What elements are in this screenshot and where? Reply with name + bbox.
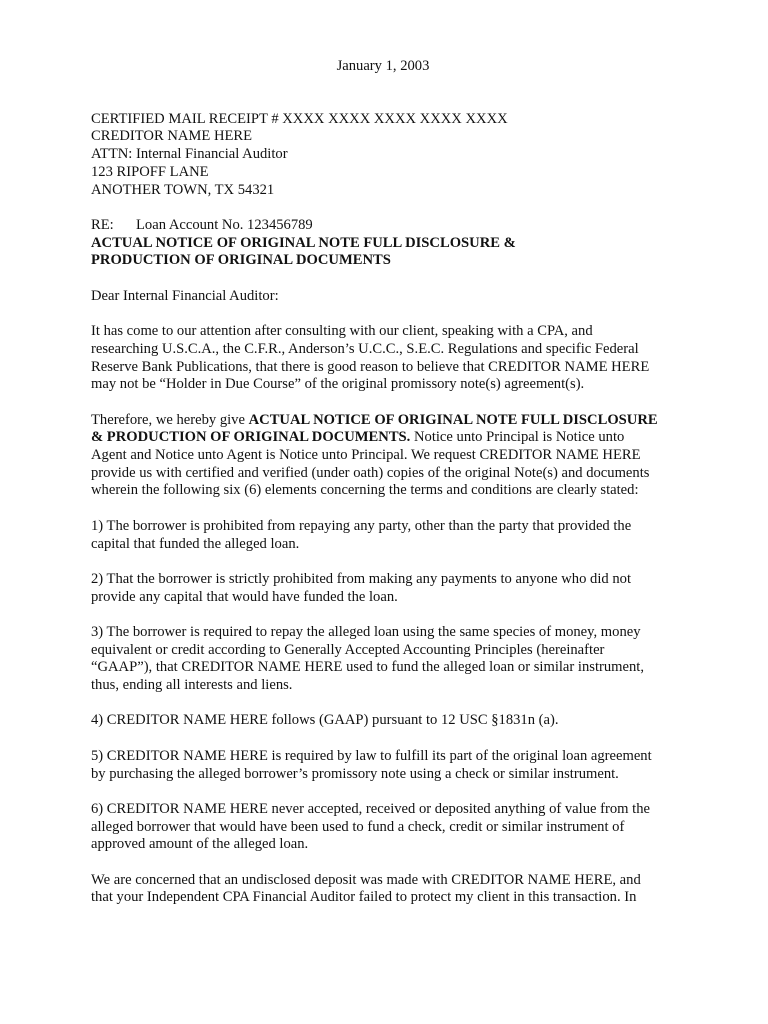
spacer	[91, 500, 691, 518]
text-line: 2) That the borrower is strictly prohibited from making any payments to anyone who did not	[91, 570, 631, 587]
loan-account: Loan Account No. 123456789	[136, 216, 313, 233]
numbered-item-3	[91, 624, 691, 695]
letter-page	[91, 58, 691, 907]
spacer	[91, 199, 691, 217]
text-plain: Therefore, we hereby give	[91, 411, 249, 428]
text-line: alleged borrower that would have been used to fund a check, credit or similar instrument of	[91, 818, 625, 835]
text-line: wherein the following six (6) elements concerning the terms and conditions are clearly stated:	[91, 482, 639, 499]
address-line: CERTIFIED MAIL RECEIPT # XXXX XXXX XXXX XXXX XXXX	[91, 110, 508, 127]
numbered-item-2	[91, 571, 691, 606]
address-line: 123 RIPOFF LANE	[91, 163, 209, 180]
text-plain: Notice unto Principal is Notice unto	[410, 429, 625, 446]
spacer	[91, 76, 691, 111]
text-line: thus, ending all interests and liens.	[91, 677, 293, 694]
text-line: by purchasing the alleged borrower’s promissory note using a check or similar instrument.	[91, 765, 619, 782]
text-line: It has come to our attention after consulting with our client, speaking with a CPA, and	[91, 323, 593, 340]
spacer	[91, 305, 691, 323]
numbered-item-1	[91, 518, 691, 553]
text-line	[91, 429, 691, 447]
text-line: 3) The borrower is required to repay the alleged loan using the same species of money, money	[91, 623, 641, 640]
subject-line: PRODUCTION OF ORIGINAL DOCUMENTS	[91, 252, 391, 269]
spacer	[91, 695, 691, 713]
spacer	[91, 394, 691, 412]
text-line: equivalent or credit according to Generally Accepted Accounting Principles (hereinafter	[91, 641, 605, 658]
text-bold: ACTUAL NOTICE OF ORIGINAL NOTE FULL DISCLOSURE	[248, 411, 658, 428]
text-line: Reserve Bank Publications, that there is good reason to believe that CREDITOR NAME HERE	[91, 358, 650, 375]
text-line: capital that funded the alleged loan.	[91, 535, 300, 552]
paragraph-intro	[91, 323, 691, 394]
subject-line: ACTUAL NOTICE OF ORIGINAL NOTE FULL DISCLOSURE &	[91, 234, 516, 251]
salutation: Dear Internal Financial Auditor:	[91, 287, 279, 304]
spacer	[91, 783, 691, 801]
text-line: provide any capital that would have funded the loan.	[91, 588, 398, 605]
address-line: ATTN: Internal Financial Auditor	[91, 146, 288, 163]
text-line: Agent and Notice unto Agent is Notice unto Principal. We request CREDITOR NAME HERE	[91, 447, 641, 463]
re-line	[91, 217, 691, 235]
text-line: 1) The borrower is prohibited from repaying any party, other than the party that provided the	[91, 517, 632, 534]
paragraph-closing	[91, 872, 691, 907]
spacer	[91, 854, 691, 872]
spacer	[91, 730, 691, 748]
spacer	[91, 553, 691, 571]
text-line: 4) CREDITOR NAME HERE follows (GAAP) pursuant to 12 USC §1831n (a).	[91, 712, 559, 729]
re-label: RE:	[91, 216, 114, 233]
text-line: approved amount of the alleged loan.	[91, 836, 309, 853]
paragraph-notice	[91, 412, 691, 501]
text-line	[91, 412, 691, 430]
text-line: 5) CREDITOR NAME HERE is required by law to fulfill its part of the original loan agreement	[91, 747, 652, 764]
address-line: ANOTHER TOWN, TX 54321	[91, 181, 275, 198]
re-block	[91, 217, 691, 270]
text-line: may not be “Holder in Due Course” of the original promissory note(s) agreement(s).	[91, 376, 585, 393]
text-line: provide us with certified and verified (under oath) copies of the original Note(s) and documents	[91, 464, 650, 481]
address-line: CREDITOR NAME HERE	[91, 128, 253, 145]
recipient-address	[91, 111, 691, 200]
text-line: “GAAP”), that CREDITOR NAME HERE used to fund the alleged loan or similar instrument,	[91, 659, 644, 676]
text-line: We are concerned that an undisclosed deposit was made with CREDITOR NAME HERE, and	[91, 871, 641, 888]
spacer	[91, 270, 691, 288]
numbered-item-4	[91, 712, 691, 730]
text-line: researching U.S.C.A., the C.F.R., Anderson’s U.C.C., S.E.C. Regulations and specific Federal	[91, 340, 639, 357]
letter-date: January 1, 2003	[336, 58, 430, 74]
spacer	[91, 606, 691, 624]
numbered-item-6	[91, 801, 691, 854]
text-line: 6) CREDITOR NAME HERE never accepted, received or deposited anything of value from the	[91, 800, 650, 817]
text-bold: & PRODUCTION OF ORIGINAL DOCUMENTS.	[91, 429, 411, 446]
numbered-item-5	[91, 748, 691, 783]
text-line: that your Independent CPA Financial Auditor failed to protect my client in this transaction. In	[91, 889, 637, 906]
